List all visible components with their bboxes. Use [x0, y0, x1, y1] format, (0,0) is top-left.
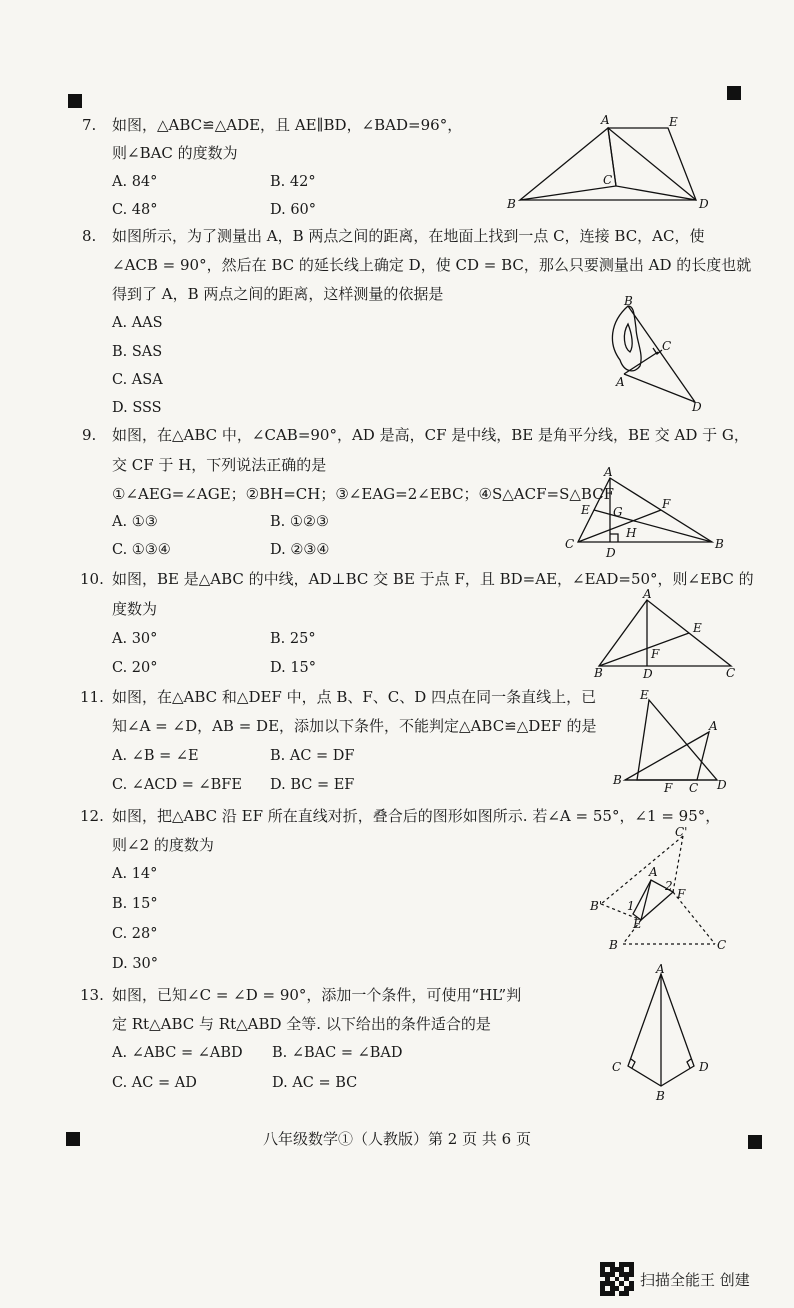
q7-label-d: D: [699, 197, 709, 211]
registration-mark-top-right: [727, 86, 741, 100]
q12-number: 12.: [80, 807, 104, 825]
q8-label-c: C: [662, 339, 672, 353]
q13-label-d: D: [699, 1060, 709, 1074]
q12-figure: [585, 822, 735, 958]
q7-label-a: A: [601, 113, 610, 127]
q10-label-f: F: [651, 647, 660, 661]
q13-option-b[interactable]: B. ∠BAC = ∠BAD: [272, 1045, 403, 1061]
q10-label-a: A: [643, 588, 652, 601]
q9-number: 9.: [82, 426, 97, 444]
q11-label-e: E: [640, 688, 649, 702]
q12-label-f: F: [677, 887, 686, 901]
q12-label-b: B: [609, 938, 618, 952]
q7-stem-line1: 如图，△ABC≌△ADE，且 AE∥BD，∠BAD=96°，: [112, 116, 463, 134]
q9-label-g: G: [613, 505, 623, 519]
q13-option-d[interactable]: D. AC = BC: [272, 1075, 358, 1091]
q12-label-b-prime: B': [590, 899, 603, 913]
q13-number: 13.: [80, 986, 104, 1004]
q11-label-d: D: [717, 778, 727, 792]
q11-figure: [605, 686, 745, 796]
q8-label-d: D: [692, 400, 702, 414]
q13-label-c: C: [612, 1060, 622, 1074]
q8-stem-line3: 得到了 A，B 两点之间的距离，这样测量的依据是: [112, 285, 444, 303]
q12-option-d[interactable]: D. 30°: [112, 956, 159, 972]
q7-label-b: B: [507, 197, 516, 211]
q8-figure: [600, 294, 720, 414]
q8-stem-line2: ∠ACB = 90°，然后在 BC 的延长线上确定 D，使 CD = BC，那么只要测量出 AD 的长度也就: [112, 256, 752, 274]
q9-label-b: B: [715, 537, 724, 551]
q12-label-a: A: [649, 865, 658, 879]
q8-number: 8.: [82, 227, 97, 245]
q12-label-c: C: [717, 938, 727, 952]
q8-option-d[interactable]: D. SSS: [112, 400, 162, 416]
q13-label-b: B: [656, 1089, 665, 1103]
q9-label-h: H: [626, 526, 637, 540]
page-footer: 八年级数学①（人教版）第 2 页 共 6 页: [263, 1130, 531, 1148]
q10-figure: [585, 588, 745, 680]
q7-figure: [500, 112, 720, 212]
q12-stem-line2: 则∠2 的度数为: [112, 836, 214, 854]
q11-number: 11.: [80, 688, 104, 706]
q9-option-a[interactable]: A. ①③: [112, 514, 158, 530]
q7-option-c[interactable]: C. 48°: [112, 202, 158, 218]
q10-label-d: D: [643, 667, 653, 680]
qr-code-icon: [600, 1262, 634, 1296]
q13-figure: [606, 960, 716, 1104]
q13-stem-line1: 如图，已知∠C = ∠D = 90°，添加一个条件，可使用“HL”判: [112, 986, 522, 1004]
q8-option-b[interactable]: B. SAS: [112, 344, 163, 360]
q10-label-b: B: [594, 666, 603, 680]
q9-stem-line1: 如图，在△ABC 中，∠CAB=90°，AD 是高，CF 是中线，BE 是角平分线，BE 交 AD 于 G，: [112, 426, 749, 444]
q9-figure: [560, 466, 730, 562]
q12-option-c[interactable]: C. 28°: [112, 926, 158, 942]
q10-number: 10.: [80, 570, 104, 588]
q9-label-f: F: [662, 497, 671, 511]
q10-option-c[interactable]: C. 20°: [112, 660, 158, 676]
q9-option-d[interactable]: D. ②③④: [270, 542, 330, 558]
q11-label-f: F: [664, 781, 673, 795]
q7-label-c: C: [603, 173, 613, 187]
q9-statements: ①∠AEG=∠AGE；②BH=CH；③∠EAG=2∠EBC；④S△ACF=S△BCF: [112, 485, 615, 503]
q13-stem-line2: 定 Rt△ABC 与 Rt△ABD 全等. 以下给出的条件适合的是: [112, 1015, 491, 1033]
q7-option-d[interactable]: D. 60°: [270, 202, 317, 218]
q7-label-e: E: [669, 115, 678, 129]
q13-option-c[interactable]: C. AC = AD: [112, 1075, 197, 1091]
q10-option-a[interactable]: A. 30°: [112, 631, 158, 647]
q12-label-c-prime: C': [675, 825, 688, 839]
q11-option-c[interactable]: C. ∠ACD = ∠BFE: [112, 777, 242, 793]
q9-stem-line2: 交 CF 于 H，下列说法正确的是: [112, 456, 327, 474]
q9-label-e: E: [581, 503, 590, 517]
q11-stem-line1: 如图，在△ABC 和△DEF 中，点 B、F、C、D 四点在同一条直线上，已: [112, 688, 597, 706]
q7-option-a[interactable]: A. 84°: [112, 174, 158, 190]
q8-option-a[interactable]: A. AAS: [112, 315, 163, 331]
q11-label-b: B: [613, 773, 622, 787]
q13-label-a: A: [656, 962, 665, 976]
scanner-watermark-text: 扫描全能王 创建: [640, 1270, 750, 1289]
q8-stem-line1: 如图所示，为了测量出 A，B 两点之间的距离，在地面上找到一点 C，连接 BC，AC，使: [112, 227, 705, 245]
q8-label-a: A: [616, 375, 625, 389]
q9-option-b[interactable]: B. ①②③: [270, 514, 329, 530]
q9-option-c[interactable]: C. ①③④: [112, 542, 171, 558]
q10-stem-line1: 如图，BE 是△ABC 的中线，AD⊥BC 交 BE 于点 F，且 BD=AE，∠EAD=50°，则∠EBC 的: [112, 570, 754, 588]
q13-option-a[interactable]: A. ∠ABC = ∠ABD: [112, 1045, 243, 1061]
q11-option-a[interactable]: A. ∠B = ∠E: [112, 748, 199, 764]
q10-stem-line2: 度数为: [112, 600, 158, 618]
q11-option-d[interactable]: D. BC = EF: [270, 777, 355, 793]
q7-number: 7.: [82, 116, 97, 134]
q12-label-2: 2: [665, 879, 673, 893]
q12-stem-line1: 如图，把△ABC 沿 EF 所在直线对折，叠合后的图形如图所示. 若∠A = 55°，∠1 = 95°，: [112, 807, 721, 825]
q9-label-a: A: [604, 466, 613, 479]
q9-label-d: D: [606, 546, 616, 560]
q10-label-c: C: [726, 666, 736, 680]
q11-stem-line2: 知∠A = ∠D，AB = DE，添加以下条件，不能判定△ABC≌△DEF 的是: [112, 717, 597, 735]
q11-label-a: A: [709, 719, 718, 733]
q12-label-1: 1: [627, 899, 635, 913]
q10-label-e: E: [693, 621, 702, 635]
q8-option-c[interactable]: C. ASA: [112, 372, 163, 388]
q10-option-d[interactable]: D. 15°: [270, 660, 317, 676]
q9-label-c: C: [565, 537, 575, 551]
scanner-watermark: [600, 1262, 750, 1296]
q8-label-b: B: [624, 294, 633, 308]
q12-option-a[interactable]: A. 14°: [112, 866, 158, 882]
registration-mark-top-left: [68, 94, 82, 108]
q11-option-b[interactable]: B. AC = DF: [270, 748, 355, 764]
q11-label-c: C: [689, 781, 699, 795]
q7-stem-line2: 则∠BAC 的度数为: [112, 144, 238, 162]
q10-option-b[interactable]: B. 25°: [270, 631, 316, 647]
q7-option-b[interactable]: B. 42°: [270, 174, 316, 190]
q12-label-e: E: [633, 917, 642, 931]
q12-option-b[interactable]: B. 15°: [112, 896, 158, 912]
